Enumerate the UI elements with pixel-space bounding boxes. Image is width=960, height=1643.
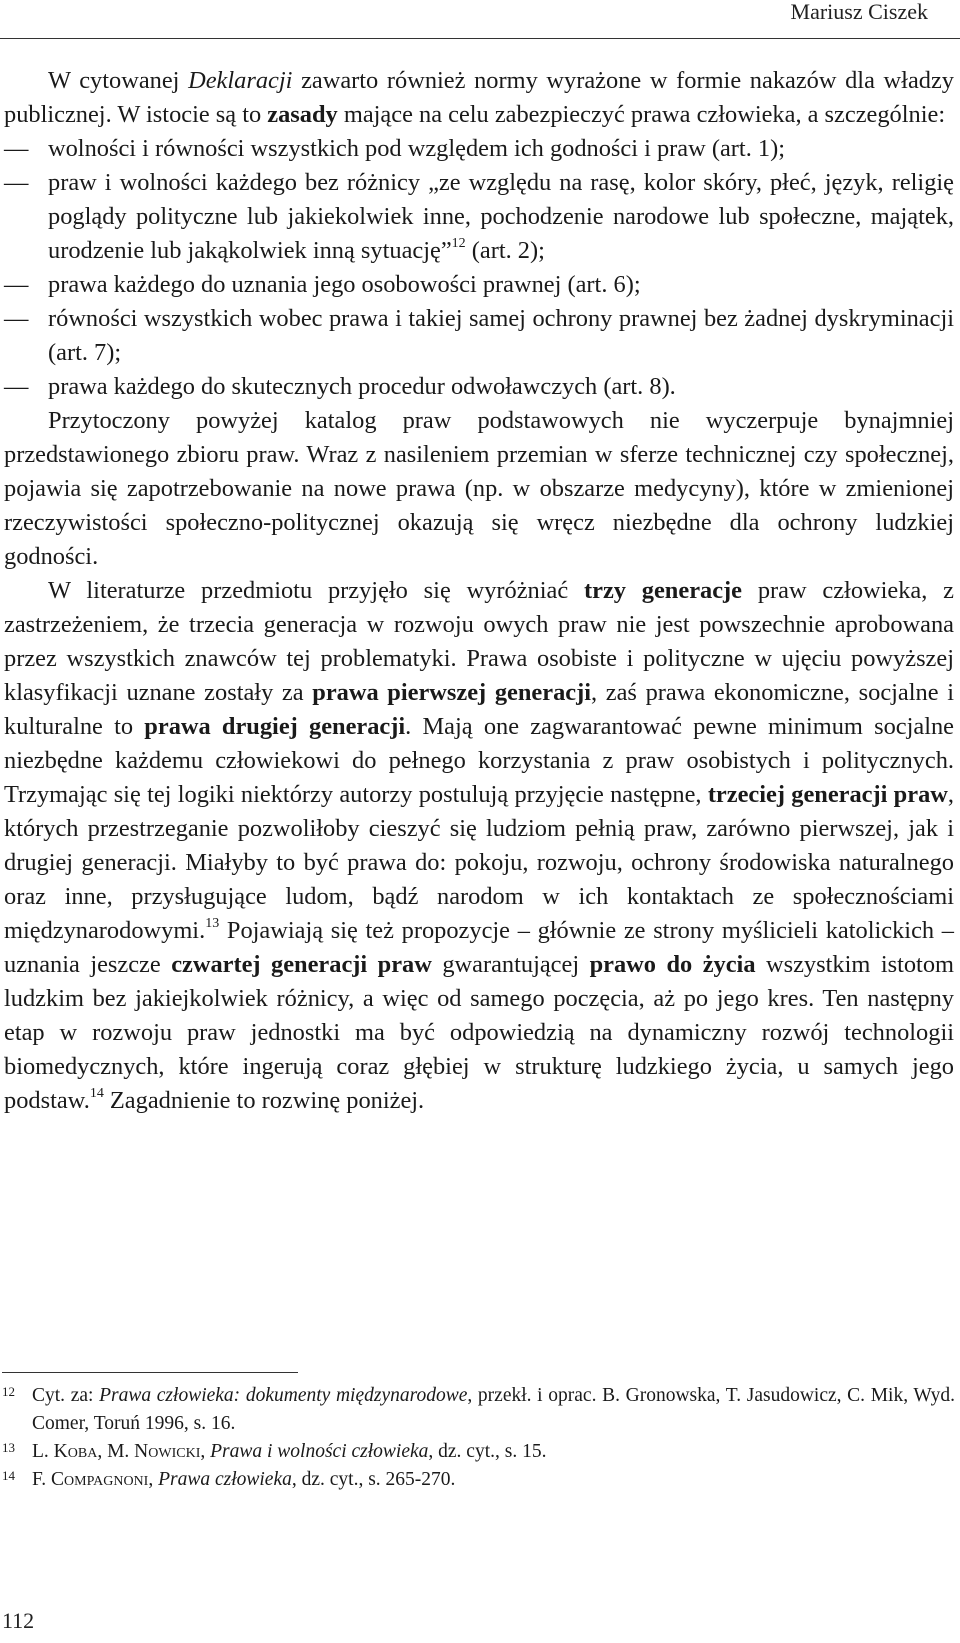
- footnote-text: ,: [200, 1441, 211, 1462]
- footnote-number: 13: [2, 1440, 15, 1455]
- footnote-text: Cyt. za:: [32, 1385, 100, 1406]
- text-run: W cytowanej: [48, 67, 189, 94]
- footnote-ref-13[interactable]: 13: [205, 916, 220, 931]
- text-run: Pojawiają się też propozycje – głównie ze strony myślicieli katolickich – uznania jeszcze: [4, 917, 954, 978]
- rights-list: [4, 132, 954, 404]
- list-item-text: równości wszystkich wobec prawa i takiej samej ochrony prawnej bez żadnej dyskryminacji (art. 7);: [48, 305, 954, 366]
- text-run: mające na celu zabezpieczyć prawa człowieka, a szczególnie:: [337, 101, 946, 128]
- list-item-text: (art. 2);: [465, 237, 545, 264]
- footnote-rule: [2, 1372, 298, 1373]
- text-run: , zaś prawa ekonomiczne, socjalne i kulturalne to: [4, 679, 954, 740]
- dash-marker: —: [4, 169, 29, 196]
- footnote-text: L.: [32, 1441, 54, 1462]
- paragraph-2: Przytoczony powyżej katalog praw podstawowych nie wyczerpuje bynajmniej przedstawionego zbioru praw. Wraz z nasileniem przemian w sferze technicznej czy społecznej, pojawia się zapotrzebowanie na nowe prawa (np. w obszarze medycyny), które w zmienionej rzeczywistości społeczno-politycznej okazują się wręcz niezbędne dla ochrony ludzkiej godności.: [4, 407, 954, 570]
- list-item-text: wolności i równości wszystkich pod względem ich godności i praw (art. 1);: [48, 135, 785, 162]
- author-name: Koba: [53, 1441, 98, 1462]
- text-run: wszystkim istotom ludzkim bez jakiejkolwiek różnicy, a więc od samego poczęcia, aż po jego kres. Ten następny etap w rozwoju praw jednostki ma być odpowiedzią na dynamiczny rozwój technologii biomedycznych, które ingerują coraz głębiej w strukturę ludzkiego życia, u samych jego podstaw.: [4, 951, 955, 1114]
- bold-term: zasady: [267, 101, 338, 128]
- body-text: [4, 64, 954, 1118]
- dash-marker: —: [4, 271, 29, 298]
- footnote-text: ,: [148, 1469, 159, 1490]
- footnote-text: , M.: [97, 1441, 135, 1462]
- bold-term: prawo do życia: [589, 951, 756, 978]
- footnote-13: [0, 1438, 955, 1466]
- footnote-text: , przekł. i oprac. B. Gronowska, T. Jasudowicz, C. Mik, Wyd. Comer, Toruń 1996, s. 16.: [32, 1385, 956, 1434]
- bold-term: czwartej generacji praw: [171, 951, 432, 978]
- footnote-ref-14[interactable]: 14: [89, 1086, 104, 1101]
- footnote-12: [0, 1382, 955, 1438]
- paragraph-3: [4, 574, 954, 1118]
- list-item-text: praw i wolności każdego bez różnicy „ze względu na rasę, kolor skóry, płeć, język, religię poglądy polityczne lub jakiekolwiek inne, pochodzenie narodowe lub społeczne, majątek, urodzenie lub jakąkolwiek inną sytuację”: [48, 169, 954, 264]
- bold-term: prawa pierwszej generacji: [312, 679, 592, 706]
- dash-marker: —: [4, 373, 29, 400]
- paragraph-1: [4, 64, 954, 132]
- italic-title: Deklaracji: [188, 67, 293, 94]
- footnotes: [0, 1382, 955, 1494]
- author-name: Compagnoni: [51, 1469, 149, 1490]
- footnote-number: 12: [2, 1384, 15, 1399]
- footnote-text: , dz. cyt., s. 265-270.: [291, 1469, 456, 1490]
- dash-marker: —: [4, 305, 29, 332]
- list-item: [4, 132, 954, 166]
- list-item-text: prawa każdego do uznania jego osobowości prawnej (art. 6);: [48, 271, 641, 298]
- text-run: Zagadnienie to rozwinę poniżej.: [103, 1087, 425, 1114]
- dash-marker: —: [4, 135, 29, 162]
- footnote-title: Prawa człowieka: dokumenty międzynarodowe: [99, 1385, 468, 1406]
- running-header: [0, 0, 960, 24]
- text-run: , których przestrzeganie pozwoliłoby cieszyć się ludziom pełnią praw, zarówno pierwszej, jak i drugiej generacji. Miałyby to być prawa do: pokoju, rozwoju, ochrony środowiska naturalnego oraz inne, przysługujące ludom, bądź narodom w ich kontaktach ze społecznościami międzynarodowymi.: [4, 781, 954, 944]
- footnote-title: Prawa i wolności człowieka: [210, 1441, 429, 1462]
- header-rule: [0, 38, 960, 39]
- header-author: Mariusz Ciszek: [790, 0, 928, 24]
- footnote-14: [0, 1466, 955, 1494]
- list-item: [4, 268, 954, 302]
- page-number: 112: [2, 1608, 35, 1633]
- text-run: . Mają one zagwarantować pewne minimum socjalne niezbędne każdemu człowiekowi do pełnego korzystania z praw osobistych i politycznych. Trzymając się tej logiki niektórzy autorzy postulują przyjęcie następne,: [4, 713, 954, 808]
- list-item: [4, 370, 954, 404]
- footnote-ref-12[interactable]: 12: [451, 236, 466, 251]
- text-run: gwarantującej: [431, 951, 590, 978]
- text-run: W literaturze przedmiotu przyjęło się wyróżniać: [48, 577, 584, 604]
- footnote-number: 14: [2, 1468, 15, 1483]
- text-run: zawarto również normy wyrażone w formie nakazów dla władzy publicznej. W istocie są to: [4, 67, 954, 128]
- footnote-text: , dz. cyt., s. 15.: [428, 1441, 547, 1462]
- footnote-title: Prawa człowieka: [158, 1469, 292, 1490]
- list-item: [4, 302, 954, 370]
- author-name: Nowicki: [134, 1441, 201, 1462]
- list-item: [4, 166, 954, 268]
- bold-term: prawa drugiej generacji: [144, 713, 406, 740]
- footnote-text: F.: [32, 1469, 52, 1490]
- bold-term: trzeciej generacji praw: [707, 781, 948, 808]
- text-run: praw człowieka, z zastrzeżeniem, że trzecia generacja w rozwoju owych praw nie jest powszechnie aprobowana przez wszystkich znawców tej problematyki. Prawa osobiste i polityczne w ujęciu powyższej klasyfikacji uznane zostały za: [4, 577, 954, 706]
- bold-term: trzy generacje: [584, 577, 742, 604]
- list-item-text: prawa każdego do skutecznych procedur odwoławczych (art. 8).: [48, 373, 676, 400]
